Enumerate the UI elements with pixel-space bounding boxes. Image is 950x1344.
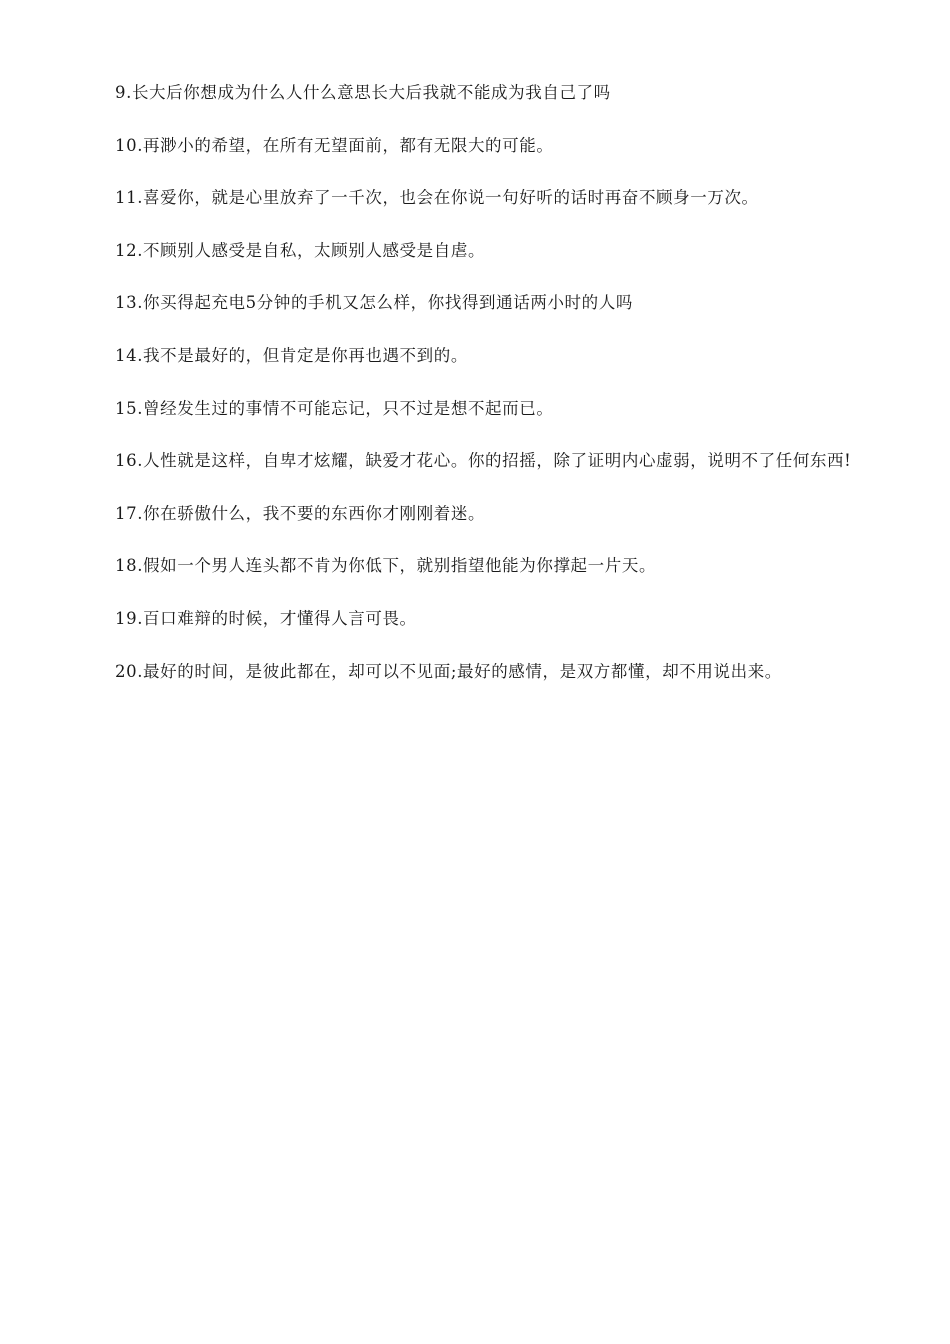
document-body bbox=[82, 80, 872, 711]
paragraph-15: 15.曾经发生过的事情不可能忘记，只不过是想不起而已。 bbox=[115, 398, 554, 418]
paragraph-18: 18.假如一个男人连头都不肯为你低下，就别指望他能为你撑起一片天。 bbox=[115, 556, 657, 576]
paragraph-10: 10.再渺小的希望，在所有无望面前，都有无限大的可能。 bbox=[115, 135, 554, 155]
paragraph-13: 13.你买得起充电5分钟的手机又怎么样，你找得到通话两小时的人吗 bbox=[115, 293, 633, 313]
paragraph-20: 20.最好的时间，是彼此都在，却可以不见面;最好的感情，是双方都懂，却不用说出来。 bbox=[115, 661, 782, 681]
paragraph-9: 9.长大后你想成为什么人什么意思长大后我就不能成为我自己了吗 bbox=[115, 83, 611, 102]
paragraph-19: 19.百口难辩的时候，才懂得人言可畏。 bbox=[115, 608, 417, 628]
paragraph-17: 17.你在骄傲什么，我不要的东西你才刚刚着迷。 bbox=[115, 503, 486, 523]
paragraph-14: 14.我不是最好的，但肯定是你再也遇不到的。 bbox=[115, 345, 468, 365]
paragraph-12: 12.不顾别人感受是自私，太顾别人感受是自虐。 bbox=[115, 240, 486, 260]
paragraph-16: 16.人性就是这样，自卑才炫耀，缺爱才花心。你的招摇，除了证明内心虚弱，说明不了任何东西! bbox=[115, 451, 852, 471]
paragraph-11: 11.喜爱你，就是心里放弃了一千次，也会在你说一句好听的话时再奋不顾身一万次。 bbox=[115, 188, 759, 208]
